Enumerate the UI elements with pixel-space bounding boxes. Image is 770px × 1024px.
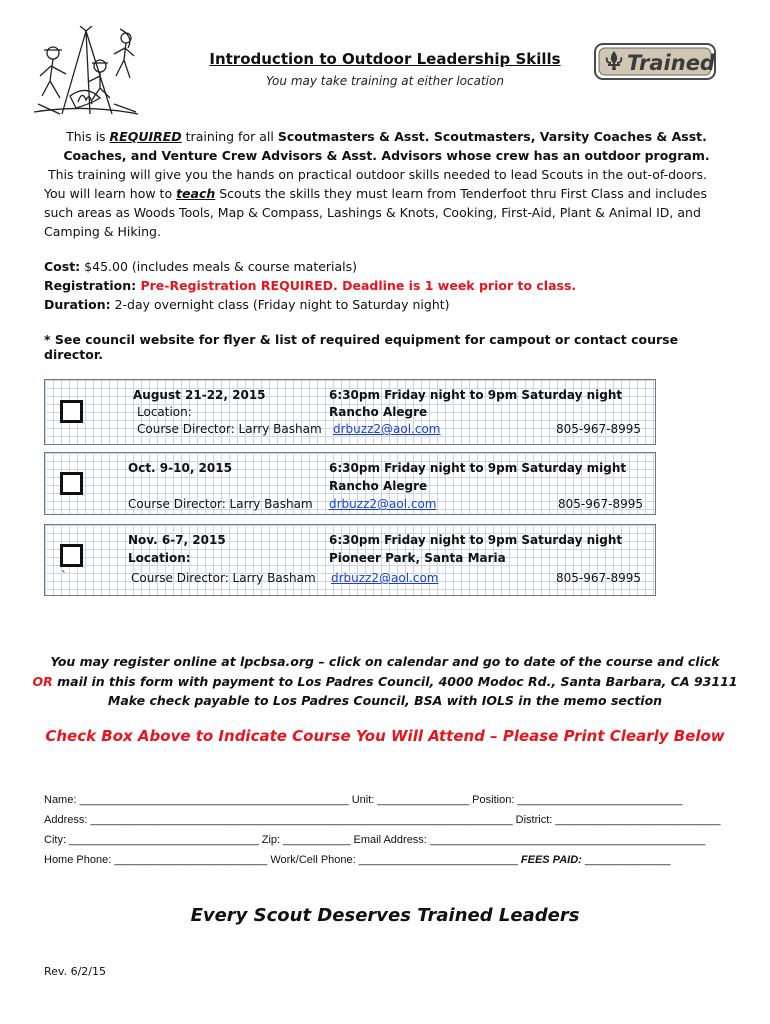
course-1-time: 6:30pm Friday night to 9pm Saturday night — [329, 388, 623, 402]
course-1-email-link[interactable]: drbuzz2@aol.com — [333, 422, 441, 436]
fees-paid-label: FEES PAID: — [520, 854, 582, 866]
course-1-location-label: Location: — [137, 405, 192, 419]
course-2-time: 6:30pm Friday night to 9pm Saturday might — [329, 461, 627, 475]
course-2-director: Course Director: Larry Basham — [128, 497, 313, 511]
footer-motto: Every Scout Deserves Trained Leaders — [190, 905, 580, 926]
course-3-phone: 805-967-8995 — [556, 571, 642, 585]
course-1-checkbox[interactable] — [60, 400, 83, 423]
duration-line: Duration: 2-day overnight class (Friday night to Saturday night) — [44, 297, 450, 312]
course-1-date: August 21-22, 2015 — [133, 388, 266, 402]
scouts-campfire-illustration — [30, 26, 142, 118]
registration-instructions: You may register online at lpcbsa.org – click on calendar and go to date of the course and click OR mail in this form with payment to Los Padres Council, 4000 Modoc Rd., Santa Barbara, CA 93111 Make check payable to Los Padres Council, BSA with IOLS in the memo section — [32, 654, 738, 708]
course-2-checkbox[interactable] — [60, 472, 83, 495]
intro-section — [44, 127, 729, 241]
teach-emphasis: teach — [176, 186, 216, 201]
course-3-place: Pioneer Park, Santa Maria — [329, 551, 506, 565]
course-option-1 — [44, 379, 656, 445]
form-row-name-unit-position[interactable]: Name: ____________________________________________ Unit: _______________ Position: ___________________________ — [44, 794, 683, 806]
course-1-director: Course Director: Larry Basham — [137, 422, 322, 436]
course-3-time: 6:30pm Friday night to 9pm Saturday night — [329, 533, 623, 547]
revision-date: Rev. 6/2/15 — [44, 965, 106, 978]
cost-line: Cost: $45.00 (includes meals & course materials) — [44, 259, 358, 274]
course-1-phone: 805-967-8995 — [556, 422, 642, 436]
or-emphasis: OR — [32, 673, 53, 689]
course-2-date: Oct. 9-10, 2015 — [128, 461, 232, 475]
course-3-stray-mark: ` — [61, 569, 67, 583]
equipment-note: * See council website for flyer & list of required equipment for campout or contact course director. — [44, 332, 679, 362]
form-row-city-zip-email[interactable]: City: _______________________________ Zip: ___________ Email Address: _____________________________________________ — [44, 834, 706, 846]
course-details — [44, 257, 734, 314]
course-option-2 — [44, 452, 656, 515]
course-3-checkbox[interactable] — [60, 544, 83, 567]
form-row-address-district[interactable]: Address: _____________________________________________________________________ District: ___________________________ — [44, 814, 721, 826]
course-2-place: Rancho Alegre — [329, 479, 428, 493]
registration-line: Registration: Pre-Registration REQUIRED. Deadline is 1 week prior to class. — [44, 278, 577, 293]
course-option-3 — [44, 524, 656, 596]
course-3-date: Nov. 6-7, 2015 — [128, 533, 226, 547]
required-emphasis: REQUIRED — [109, 129, 182, 144]
course-3-director: Course Director: Larry Basham — [131, 571, 316, 585]
course-2-email-link[interactable]: drbuzz2@aol.com — [329, 497, 437, 511]
badge-text: Trained — [627, 51, 715, 75]
page-title: Introduction to Outdoor Leadership Skills — [209, 50, 561, 68]
course-3-location-label: Location: — [128, 551, 191, 565]
description-paragraph: This training will give you the hands on practical outdoor skills needed to lead Scouts in the out-of-doors. You will learn how to teach Scouts the skills they must learn from Tenderfoot thru First Class and includes such areas as Woods Tools, Map & Compass, Lashings & Knots, Cooking, First-Aid, Plant & Animal ID, and Camping & Hiking. — [44, 167, 707, 239]
course-3-email-link[interactable]: drbuzz2@aol.com — [331, 571, 439, 585]
course-2-phone: 805-967-8995 — [558, 497, 644, 511]
form-row-phones-fees[interactable]: Home Phone: _________________________ Work/Cell Phone: __________________________ FEES PAID: ______________ — [44, 854, 671, 866]
page-subtitle: You may take training at either location — [266, 74, 504, 88]
course-1-place: Rancho Alegre — [329, 405, 428, 419]
required-paragraph: This is REQUIRED training for all Scoutmasters & Asst. Scoutmasters, Varsity Coaches & Asst. Coaches, and Venture Crew Advisors & Asst. Advisors whose crew has an outdoor program. — [63, 129, 710, 163]
check-box-instruction: Check Box Above to Indicate Course You Will Attend – Please Print Clearly Below — [45, 727, 725, 745]
